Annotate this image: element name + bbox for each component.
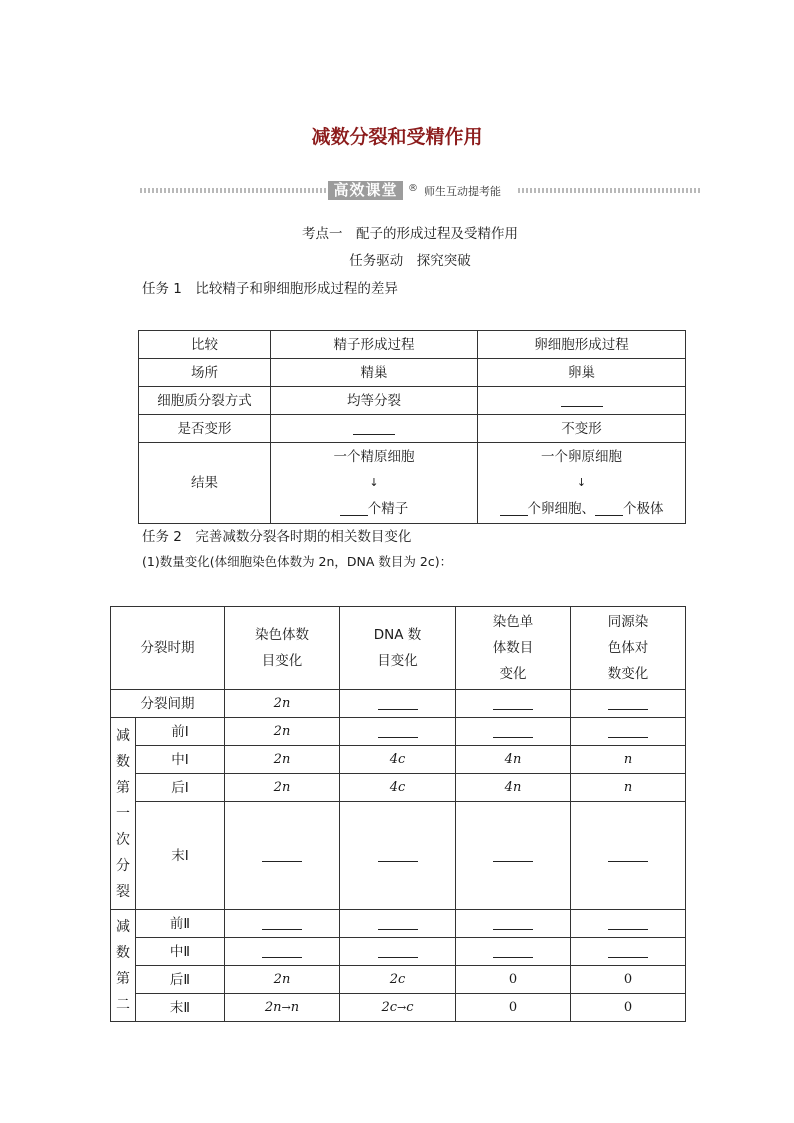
table-cell [571,718,686,746]
section-banner [140,180,702,202]
table-cell [478,443,686,524]
fill-blank[interactable] [595,503,623,516]
row-label: 前Ⅱ [136,910,225,938]
fill-blank[interactable] [378,917,418,930]
table-cell: 4c [340,746,456,774]
egg-end-a: 个卵细胞、 [527,501,595,517]
fill-blank[interactable] [500,503,528,516]
table-cell [225,994,340,1022]
fill-blank[interactable] [353,422,395,435]
header-line: 同源染 [607,614,649,630]
table-cell: 0 [571,994,686,1022]
label-char: 数 [116,753,130,770]
table-header-cell: 精子形成过程 [271,331,478,359]
table-cell: n [571,774,686,802]
label-char: 分 [116,857,130,874]
row-label: 末Ⅰ [136,802,225,910]
row-label: 末Ⅱ [136,994,225,1022]
table-cell [456,910,571,938]
header-line: 数变化 [607,666,649,682]
fill-blank[interactable] [262,945,302,958]
row-label: 结果 [139,443,271,524]
right-arrow-icon: → [281,1000,291,1014]
fill-blank[interactable] [378,697,418,710]
header-line: 色体对 [607,640,649,656]
fill-blank[interactable] [493,917,533,930]
label-char: 减 [116,918,130,935]
page-title: 减数分裂和受精作用 [311,126,483,148]
task1-heading: 任务 1 比较精子和卵细胞形成过程的差异 [142,281,398,297]
row-label: 是否变形 [139,415,271,443]
registered-mark: ® [408,183,418,194]
task2-subheading: (1)数量变化(体细胞染色体数为 2n，DNA 数目为 2c)： [142,554,453,569]
table-cell: 精巢 [271,359,478,387]
label-char: 二 [116,996,130,1013]
table-cell [571,690,686,718]
banner-subtitle: 师生互动提考能 [424,185,501,198]
meiosis2-label [111,910,136,1022]
table-cell: 4n [456,774,571,802]
table-header-cell: 卵细胞形成过程 [478,331,686,359]
table-cell [225,910,340,938]
fill-blank[interactable] [493,697,533,710]
egg-start: 一个卵原细胞 [541,449,622,465]
value-start: 2c [381,999,398,1015]
row-label: 场所 [139,359,271,387]
table-cell [571,910,686,938]
table-cell: 2n [225,718,340,746]
fill-blank[interactable] [262,917,302,930]
label-char: 数 [116,944,130,961]
fill-blank[interactable] [340,503,368,516]
row-label: 细胞质分裂方式 [139,387,271,415]
egg-result [478,496,685,522]
fill-blank[interactable] [608,917,648,930]
banner-divider [518,188,702,193]
table-cell [340,802,456,910]
meiosis-count-table [110,606,686,1022]
table-cell: 2n [225,690,340,718]
sperm-result [271,496,477,522]
sperm-end: 个精子 [367,501,409,517]
table-cell [340,690,456,718]
header-chromatid [456,607,571,690]
row-label: 中Ⅱ [136,938,225,966]
table-cell [225,938,340,966]
fill-blank[interactable] [378,725,418,738]
label-char: 次 [116,831,130,848]
header-line: 体数目 [492,640,534,656]
label-char: 裂 [116,883,130,900]
header-line: 目变化 [377,653,418,669]
table-cell [456,802,571,910]
header-dna [340,607,456,690]
table-cell: 不变形 [478,415,686,443]
fill-blank[interactable] [378,849,418,862]
right-arrow-icon: → [397,1000,407,1014]
table-cell: 4c [340,774,456,802]
fill-blank[interactable] [262,849,302,862]
table-cell [271,443,478,524]
table-cell: 0 [571,966,686,994]
fill-blank[interactable] [493,945,533,958]
header-line: 染色体数 [255,627,309,643]
table-cell [456,718,571,746]
value-end: n [290,999,300,1015]
table-cell: 卵巢 [478,359,686,387]
fill-blank[interactable] [608,945,648,958]
header-line: DNA 数 [373,627,422,643]
table-cell: 2n [225,746,340,774]
header-line: 目变化 [261,653,303,669]
row-label: 分裂间期 [111,690,225,718]
header-line: 染色单 [492,614,534,630]
header-line: 变化 [499,666,527,682]
table-cell [225,802,340,910]
fill-blank[interactable] [493,725,533,738]
banner-label: 高效课堂 [328,181,403,200]
egg-end-b: 个极体 [623,501,664,517]
header-homolog [571,607,686,690]
fill-blank[interactable] [608,849,648,862]
meiosis1-label [111,718,136,910]
row-label: 后Ⅰ [136,774,225,802]
sperm-start: 一个精原细胞 [333,449,415,465]
label-char: 一 [116,805,130,822]
table-cell: 2n [225,774,340,802]
table-cell [478,387,686,415]
table-header-cell: 比较 [139,331,271,359]
table-cell [340,718,456,746]
fill-blank[interactable] [608,725,648,738]
header-period: 分裂时期 [111,607,225,690]
table-cell [271,415,478,443]
down-arrow-icon: ↓ [369,476,379,489]
comparison-table [138,330,686,524]
table-cell [571,802,686,910]
table-cell [340,938,456,966]
table-cell: 0 [456,994,571,1022]
header-chrom [225,607,340,690]
table-cell: n [571,746,686,774]
label-char: 第 [116,779,130,796]
table-cell [340,994,456,1022]
label-char: 减 [116,727,130,744]
fill-blank[interactable] [608,697,648,710]
fill-blank[interactable] [561,394,603,407]
value-start: 2n [264,999,282,1015]
table-cell [340,910,456,938]
banner-divider [140,188,326,193]
down-arrow-icon: ↓ [576,476,587,489]
table-cell: 0 [456,966,571,994]
heading-task-drive: 任务驱动 探究突破 [349,253,471,269]
table-cell: 2c [340,966,456,994]
table-cell: 4n [456,746,571,774]
label-char: 第 [116,970,130,987]
fill-blank[interactable] [378,945,418,958]
table-cell [456,938,571,966]
heading-topic: 考点一 配子的形成过程及受精作用 [302,226,518,242]
row-label: 中Ⅰ [136,746,225,774]
fill-blank[interactable] [493,849,533,862]
table-cell: 2n [225,966,340,994]
task2-heading: 任务 2 完善减数分裂各时期的相关数目变化 [142,529,412,545]
table-cell [571,938,686,966]
table-cell: 均等分裂 [271,387,478,415]
row-label: 后Ⅱ [136,966,225,994]
row-label: 前Ⅰ [136,718,225,746]
table-cell [456,690,571,718]
value-end: c [406,999,414,1015]
